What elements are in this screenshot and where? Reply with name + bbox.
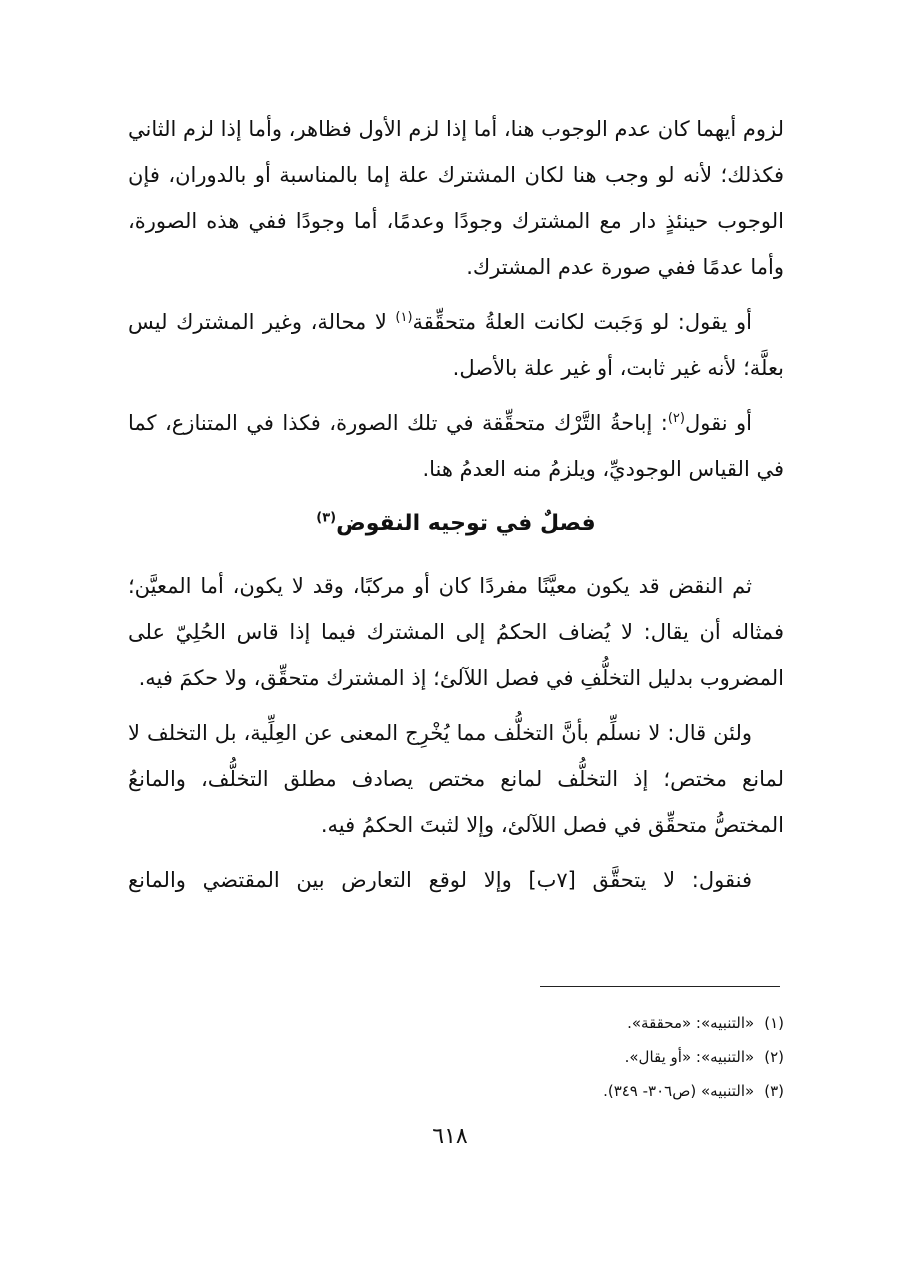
footnote-1	[128, 1008, 784, 1038]
section-heading-text: فصلٌ في توجيه النقوض	[336, 511, 596, 536]
footnote-ref-3[interactable]: (٣)	[316, 510, 337, 526]
page-number: ٦١٨	[432, 1124, 468, 1149]
paragraph-6-text: فنقول: لا يتحقَّق [٧ب] وإلا لوقع التعارض بين المقتضي والمانع	[128, 868, 752, 892]
paragraph-5-text: ولئن قال: لا نسلِّم بأنَّ التخلُّف مما يُخْرِج المعنى عن العِلِّية، بل التخلف لا لمانع مختص؛ إذ التخلُّف لمانع مختص يصادف مطلق التخلُّف، والمانعُ المختصُّ متحقِّق في فصل اللآلئ، وإلا لثبتَ الحكمُ فيه.	[128, 721, 784, 837]
paragraph-2-text-b: لا محالة، وغير المشترك ليس بعلَّة؛ لأنه غير ثابت، أو غير علة بالأصل.	[128, 310, 784, 380]
footnote-number: (٢)	[764, 1048, 784, 1066]
main-text	[128, 106, 784, 912]
paragraph-3-text-b: : إباحةُ التَّرْك متحقِّقة في تلك الصورة، فكذا في المتنازع، كما في القياس الوجوديِّ، ويلزمُ منه العدمُ هنا.	[128, 411, 784, 481]
footnote-ref-1[interactable]: (١)	[395, 310, 413, 325]
footnote-2	[128, 1042, 784, 1072]
footnote-text: «التنبيه»: «أو يقال».	[624, 1048, 755, 1066]
footnote-text: «التنبيه» (ص٣٠٦- ٣٤٩).	[603, 1082, 755, 1100]
paragraph-6	[128, 857, 784, 903]
paragraph-4-text: ثم النقض قد يكون معيَّنًا مفردًا كان أو مركبًا، وقد لا يكون، أما المعيَّن؛ فمثاله أن يقال: لا يُضاف الحكمُ إلى المشترك فيما إذا قاس الحُلِيّ على المضروب بدليل التخلُّفِ في فصل اللآلئ؛ إذ المشترك متحقِّق، ولا حكمَ فيه.	[128, 574, 784, 690]
paragraph-2-text-a: أو يقول: لو وَجَبت لكانت العلةُ متحقِّقة	[412, 310, 752, 334]
paragraph-2	[128, 299, 784, 391]
paragraph-1-text: لزوم أيهما كان عدم الوجوب هنا، أما إذا لزم الأول فظاهر، وأما إذا لزم الثاني فكذلك؛ لأنه لو وجب هنا لكان المشترك علة إما بالمناسبة أو بالدوران، فإن الوجوب حينئذٍ دار مع المشترك وجودًا وعدمًا، أما وجودًا ففي هذه الصورة، وأما عدمًا ففي صورة عدم المشترك.	[128, 117, 784, 279]
section-heading	[128, 501, 784, 547]
footnote-divider	[540, 986, 780, 987]
paragraph-3	[128, 400, 784, 492]
footnote-ref-2[interactable]: (٢)	[667, 411, 685, 426]
paragraph-4	[128, 563, 784, 701]
footnote-number: (١)	[764, 1014, 784, 1032]
footnote-text: «التنبيه»: «محققة».	[627, 1014, 755, 1032]
footnotes	[128, 1008, 784, 1110]
paragraph-1	[128, 106, 784, 290]
paragraph-3-text-a: أو نقول	[684, 411, 752, 435]
footnote-3	[128, 1076, 784, 1106]
paragraph-5	[128, 710, 784, 848]
footnote-number: (٣)	[764, 1082, 784, 1100]
